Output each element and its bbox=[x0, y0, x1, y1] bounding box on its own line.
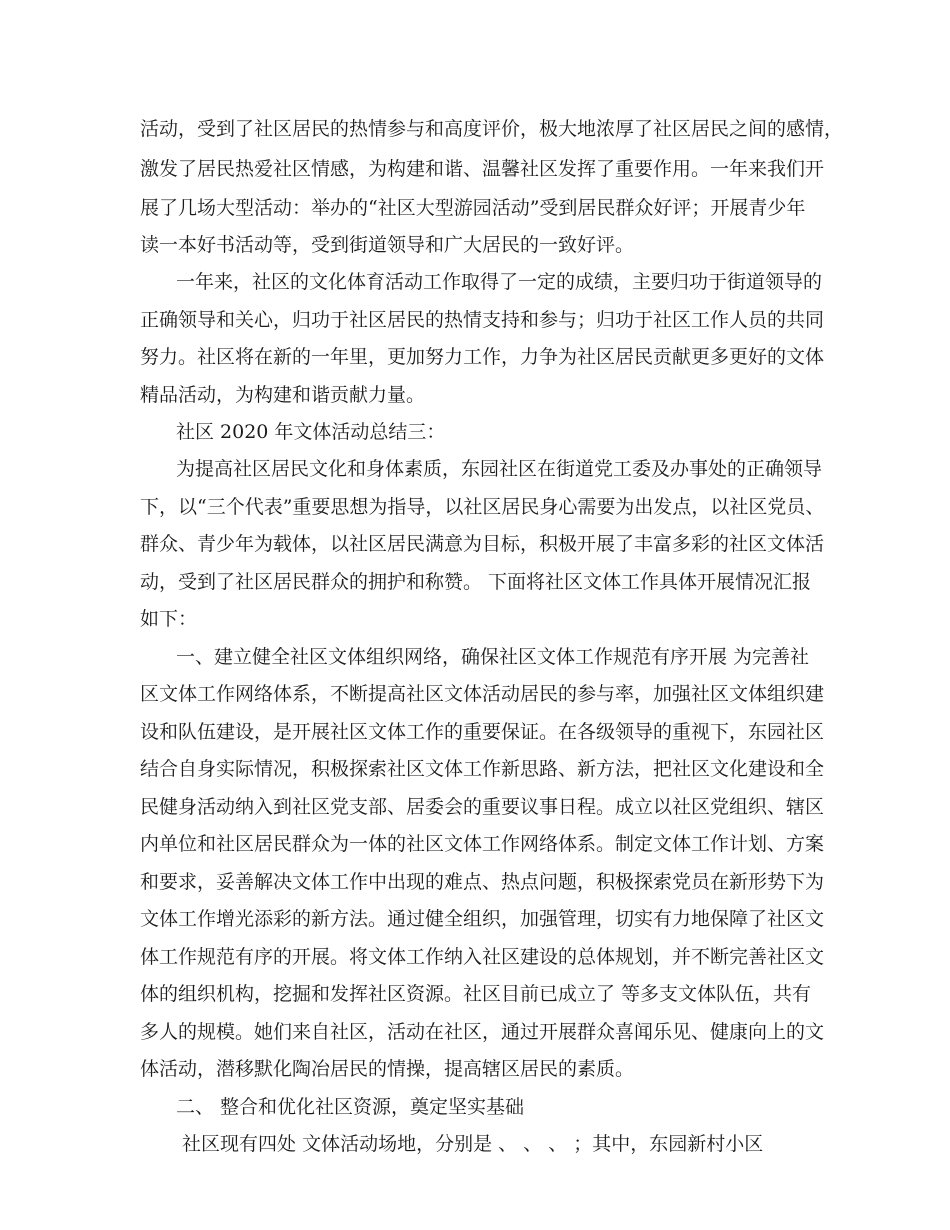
text-line: 内单位和社区居民群众为一体的社区文体工作网络体系。制定文体工作计划、方案 bbox=[140, 833, 825, 855]
text-line: 体的组织机构，挖掘和发挥社区资源。社区目前已成立了 等多支文体队伍，共有 bbox=[140, 983, 812, 1005]
text-line: 和要求，妥善解决文体工作中出现的难点、热点问题，积极探索党员在新形势下为 bbox=[140, 871, 825, 893]
text-line: 如下： bbox=[140, 608, 198, 630]
paragraph-start-line: 为提高社区居民文化和身体素质，东园社区在街道党工委及办事处的正确领导 bbox=[176, 458, 823, 480]
text-line: 体工作规范有序的开展。将文体工作纳入社区建设的总体规划，并不断完善社区文 bbox=[140, 946, 825, 968]
text-line: 群众、青少年为载体，以社区居民满意为目标，积极开展了丰富多彩的社区文体活 bbox=[140, 533, 825, 555]
text-line: 多人的规模。她们来自社区，活动在社区，通过开展群众喜闻乐见、健康向上的文 bbox=[140, 1021, 825, 1043]
text-line: 活动，受到了社区居民的热情参与和高度评价，极大地浓厚了社区居民之间的感情， bbox=[140, 118, 844, 140]
text-line: 设和队伍建设，是开展社区文体工作的重要保证。在各级领导的重视下，东园社区 bbox=[140, 721, 825, 743]
paragraph-start-line: 一年来，社区的文化体育活动工作取得了一定的成绩，主要归功于街道领导的 bbox=[176, 271, 823, 293]
text-line: 文体工作增光添彩的新方法。通过健全组织，加强管理，切实有力地保障了社区文 bbox=[140, 908, 825, 930]
text-line: 读一本好书活动等，受到街道领导和广大居民的一致好评。 bbox=[140, 234, 635, 256]
text-line: 区文体工作网络体系，不断提高社区文体活动居民的参与率，加强社区文体组织建 bbox=[140, 683, 825, 705]
paragraph-start-line: 社区现有四处 文体活动场地，分别是 、 、 、 ；其中，东园新村小区 bbox=[176, 1133, 764, 1155]
text-line: 正确领导和关心，归功于社区居民的热情支持和参与；归功于社区工作人员的共同 bbox=[140, 309, 825, 331]
text-line: 激发了居民热爱社区情感，为构建和谐、温馨社区发挥了重要作用。一年来我们开 bbox=[140, 158, 825, 180]
text-line: 结合自身实际情况，积极探索社区文体工作新思路、新方法，把社区文化建设和全 bbox=[140, 758, 825, 780]
text-line: 民健身活动纳入到社区党支部、居委会的重要议事日程。成立以社区党组织、辖区 bbox=[140, 796, 825, 818]
text-line: 展了几场大型活动：举办的“社区大型游园活动”受到居民群众好评；开展青少年 bbox=[140, 197, 806, 219]
text-line: 努力。社区将在新的一年里，更加努力工作，力争为社区居民贡献更多更好的文体 bbox=[140, 346, 825, 368]
text-line: 下，以“三个代表”重要思想为指导，以社区居民身心需要为出发点，以社区党员、 bbox=[140, 496, 825, 518]
text-line: 精品活动，为构建和谐贡献力量。 bbox=[140, 384, 426, 406]
paragraph-start-line: 一、建立健全社区文体组织网络，确保社区文体工作规范有序开展 为完善社 bbox=[176, 646, 810, 668]
text-line: 动，受到了社区居民群众的拥护和称赞。 下面将社区文体工作具体开展情况汇报 bbox=[140, 571, 812, 593]
section-heading: 社区 2020 年文体活动总结三： bbox=[176, 421, 446, 443]
section-heading: 二、 整合和优化社区资源，奠定坚实基础 bbox=[176, 1096, 525, 1118]
text-line: 体活动，潜移默化陶冶居民的情操，提高辖区居民的素质。 bbox=[140, 1058, 635, 1080]
